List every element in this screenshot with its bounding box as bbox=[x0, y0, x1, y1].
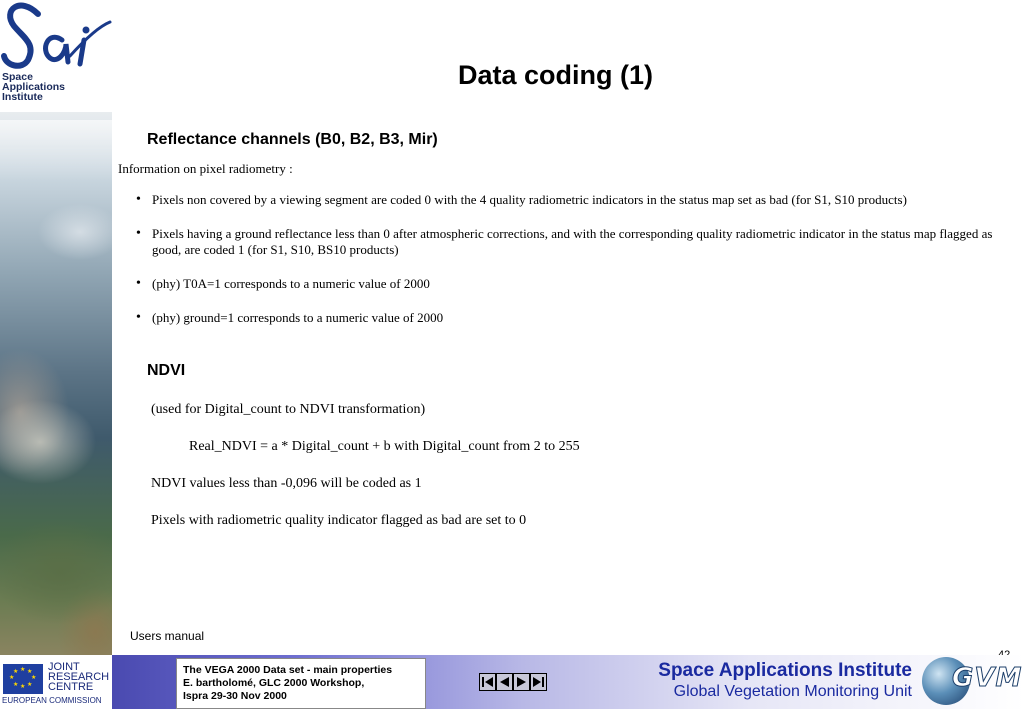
institute-footer bbox=[658, 660, 912, 702]
gvm-logo-text: GVM bbox=[952, 663, 1023, 693]
logo-line: Space bbox=[2, 71, 33, 83]
last-slide-button[interactable] bbox=[530, 673, 547, 691]
institute-name: Space Applications Institute bbox=[658, 660, 912, 681]
unit-name: Global Vegetation Monitoring Unit bbox=[673, 683, 912, 700]
bullet-item: • Pixels having a ground reflectance less than 0 after atmospheric corrections, and with the corresponding quality radiometric indicator in the status map flagged as good, are coded 1 (for S1, S10, BS10 products) bbox=[136, 226, 1006, 258]
european-commission-label: EUROPEAN COMMISSION bbox=[2, 696, 102, 705]
cloud-overlay bbox=[0, 120, 112, 180]
jrc-line: JOINT bbox=[48, 661, 80, 673]
info-box-line: E. bartholomé, GLC 2000 Workshop, bbox=[183, 677, 365, 689]
logo-line: Institute bbox=[2, 91, 43, 103]
ndvi-line: (used for Digital_count to NDVI transformation) bbox=[151, 402, 426, 417]
jrc-line: CENTRE bbox=[48, 681, 94, 693]
eu-flag-icon: ★ ★ ★ ★ ★ ★ ★ ★ bbox=[3, 664, 43, 694]
last-icon bbox=[532, 676, 545, 688]
first-slide-button[interactable] bbox=[479, 673, 496, 691]
left-decorative-panel bbox=[0, 0, 112, 655]
bullet-item: • (phy) T0A=1 corresponds to a numeric value of 2000 bbox=[136, 276, 1006, 292]
sai-logo-mark bbox=[0, 0, 112, 75]
slide-title: Data coding (1) bbox=[458, 60, 654, 90]
jrc-logo bbox=[0, 655, 112, 709]
slide-navigation bbox=[479, 673, 547, 691]
ndvi-formula: Real_NDVI = a * Digital_count + b with Digital_count from 2 to 255 bbox=[189, 439, 580, 454]
next-slide-button[interactable] bbox=[513, 673, 530, 691]
ndvi-heading: NDVI bbox=[147, 362, 186, 379]
reflectance-heading: Reflectance channels (B0, B2, B3, Mir) bbox=[147, 131, 438, 148]
info-box-line: Ispra 29-30 Nov 2000 bbox=[183, 690, 287, 702]
gvm-logo bbox=[922, 657, 1022, 705]
info-box-line: The VEGA 2000 Data set - main properties bbox=[183, 664, 393, 676]
jrc-line: RESEARCH bbox=[48, 671, 110, 683]
bullet-item: • (phy) ground=1 corresponds to a numeric value of 2000 bbox=[136, 310, 1006, 326]
earth-satellite-image bbox=[0, 112, 112, 655]
bullet-list bbox=[136, 192, 1006, 344]
jrc-text bbox=[48, 662, 109, 692]
ndvi-line: NDVI values less than -0,096 will be coded as 1 bbox=[151, 476, 422, 491]
bullet-item: • Pixels non covered by a viewing segment are coded 0 with the 4 quality radiometric indicators in the status map set as bad (for S1, S10 products) bbox=[136, 192, 1006, 208]
presentation-info-box bbox=[176, 658, 426, 709]
previous-slide-button[interactable] bbox=[496, 673, 513, 691]
footer bbox=[0, 655, 1024, 709]
info-line: Information on pixel radiometry : bbox=[118, 161, 293, 176]
ndvi-line: Pixels with radiometric quality indicator flagged as bad are set to 0 bbox=[151, 513, 527, 528]
users-manual-label: Users manual bbox=[130, 629, 205, 643]
sai-logo-text bbox=[2, 72, 65, 102]
next-icon bbox=[515, 676, 528, 688]
first-icon bbox=[481, 676, 494, 688]
sai-logo bbox=[0, 0, 112, 112]
logo-line: Applications bbox=[2, 81, 66, 93]
previous-icon bbox=[498, 676, 511, 688]
